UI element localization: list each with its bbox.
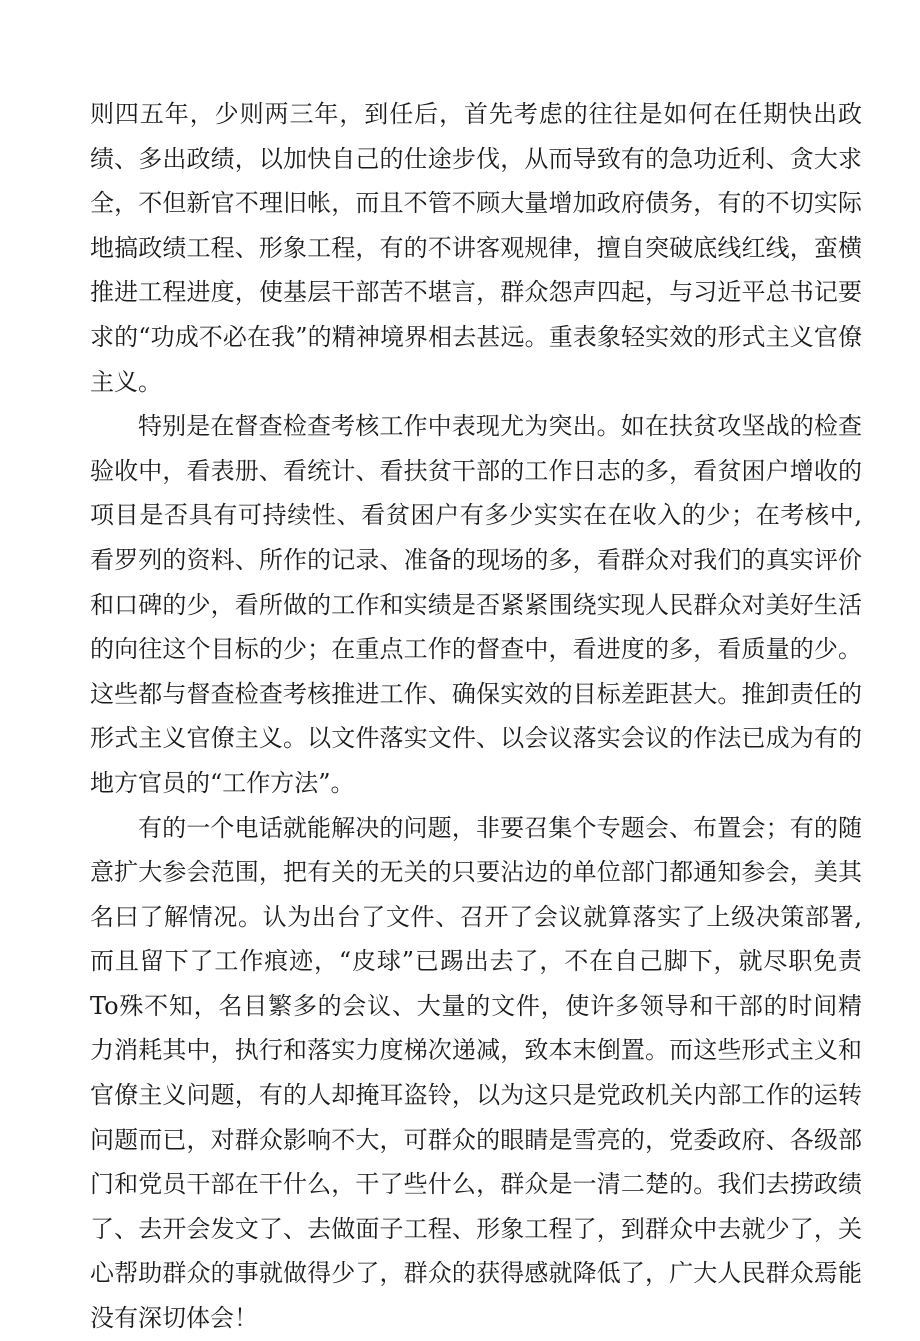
- paragraph-1: 则四五年，少则两三年，到任后，首先考虑的往往是如何在任期快出政绩、多出政绩，以加快自己的仕途步伐，从而导致有的急功近利、贪大求全，不但新官不理旧帐，而且不管不顾大量增加政府债务，有的不切实际地搞政绩工程、形象工程，有的不讲客观规律，擅自突破底线红线，蛮横推进工程进度，使基层干部苦不堪言，群众怨声四起，与习近平总书记要求的“功成不必在我”的精神境界相去甚远。重表象轻实效的形式主义官僚主义。: [90, 100, 862, 396]
- paragraph-3: 有的一个电话就能解决的问题，非要召集个专题会、布置会；有的随意扩大参会范围，把有关的无关的只要沾边的单位部门都通知参会，美其名曰了解情况。认为出台了文件、召开了会议就算落实了上级决策部署,而且留下了工作痕迹，“皮球”已踢出去了，不在自己脚下，就尽职免责To殊不知，名目繁多的会议、大量的文件，使许多领导和干部的时间精力消耗其中，执行和落实力度梯次递减，致本末倒置。而这些形式主义和官僚主义问题，有的人却掩耳盗铃，以为这只是党政机关内部工作的运转问题而已，对群众影响不大，可群众的眼睛是雪亮的，党委政府、各级部门和党员干部在干什么，干了些什么，群众是一清二楚的。我们去捞政绩了、去开会发文了、去做面子工程、形象工程了，到群众中去就少了，关心帮助群众的事就做得少了，群众的获得感就降低了，广大人民群众焉能没有深切体会！: [90, 813, 862, 1333]
- body-text: [90, 92, 862, 1341]
- paragraph-2: 特别是在督查检查考核工作中表现尤为突出。如在扶贫攻坚战的检查验收中，看表册、看统计、看扶贫干部的工作日志的多，看贫困户增收的项目是否具有可持续性、看贫困户有多少实实在在收入的少；在考核中,看罗列的资料、所作的记录、准备的现场的多，看群众对我们的真实评价和口碑的少，看所做的工作和实绩是否紧紧围绕实现人民群众对美好生活的向往这个目标的少；在重点工作的督查中，看进度的多，看质量的少。这些都与督查检查考核推进工作、确保实效的目标差距甚大。推卸责任的形式主义官僚主义。以文件落实文件、以会议落实会议的作法已成为有的地方官员的“工作方法”。: [90, 412, 862, 797]
